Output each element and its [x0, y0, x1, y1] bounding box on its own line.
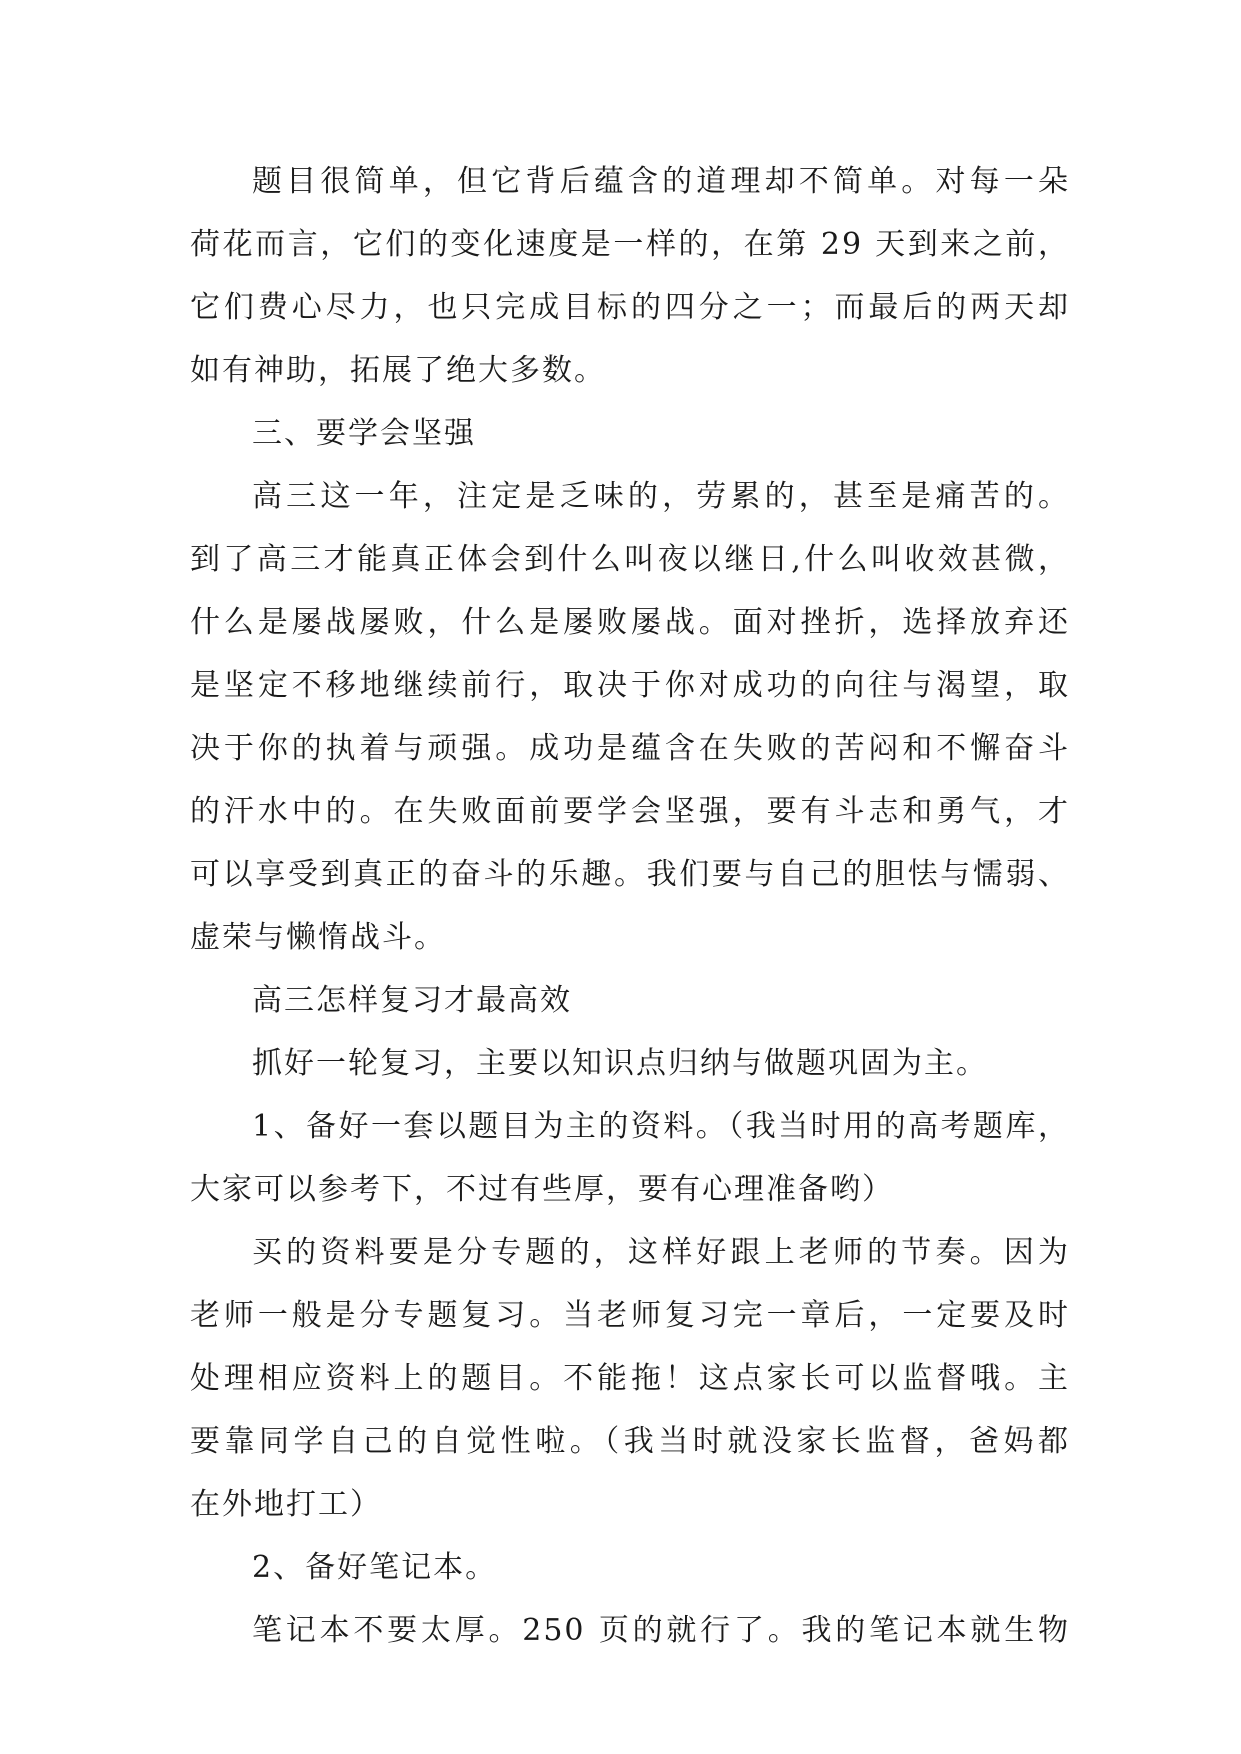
- text-line: 题目很简单，但它背后蕴含的道理却不简单。对每一朵: [252, 164, 1070, 199]
- heading-efficient-review: [190, 969, 1070, 1032]
- text-line: 它们费心尽力，也只完成目标的四分之一；而最后的两天却: [190, 290, 1070, 325]
- text-line: 抓好一轮复习，主要以知识点归纳与做题巩固为主。: [252, 1046, 988, 1081]
- text-line: 要靠同学自己的自觉性啦。（我当时就没家长监督，爸妈都: [190, 1424, 1070, 1459]
- text-line: 买的资料要是分专题的，这样好跟上老师的节奏。因为: [252, 1235, 1070, 1270]
- paragraph-first-round: [190, 1032, 1070, 1095]
- text-line: 什么是屡战屡败，什么是屡败屡战。面对挫折，选择放弃还: [190, 605, 1070, 640]
- text-line: 1、备好一套以题目为主的资料。（我当时用的高考题库，: [252, 1109, 1070, 1144]
- text-line: 老师一般是分专题复习。当老师复习完一章后，一定要及时: [190, 1298, 1070, 1333]
- text-line: 处理相应资料上的题目。不能拖！这点家长可以监督哦。主: [190, 1361, 1070, 1396]
- text-line: 三、要学会坚强: [252, 416, 476, 451]
- heading-be-strong: [190, 402, 1070, 465]
- text-line: 荷花而言，它们的变化速度是一样的，在第 29 天到来之前，: [190, 227, 1070, 262]
- paragraph-senior-year: [190, 465, 1070, 969]
- text-line: 2、备好笔记本。: [252, 1550, 498, 1585]
- paragraph-item-2: [190, 1536, 1070, 1599]
- text-line: 可以享受到真正的奋斗的乐趣。我们要与自己的胆怯与懦弱、: [190, 857, 1070, 892]
- text-line: 大家可以参考下，不过有些厚，要有心理准备哟）: [190, 1172, 894, 1207]
- paragraph-materials: [190, 1221, 1070, 1536]
- text-line: 高三怎样复习才最高效: [252, 983, 572, 1018]
- text-line: 如有神助，拓展了绝大多数。: [190, 353, 606, 388]
- text-line: 高三这一年，注定是乏味的，劳累的，甚至是痛苦的。: [252, 479, 1070, 514]
- text-line: 虚荣与懒惰战斗。: [190, 920, 446, 955]
- text-line: 是坚定不移地继续前行，取决于你对成功的向往与渴望，取: [190, 668, 1070, 703]
- text-line: 在外地打工）: [190, 1487, 382, 1522]
- text-line: 笔记本不要太厚。250 页的就行了。我的笔记本就生物: [252, 1613, 1070, 1648]
- paragraph-lotus-explanation: [190, 150, 1070, 402]
- text-line: 决于你的执着与顽强。成功是蕴含在失败的苦闷和不懈奋斗: [190, 731, 1070, 766]
- text-line: 到了高三才能真正体会到什么叫夜以继日,什么叫收效甚微，: [190, 542, 1070, 577]
- paragraph-notebook: [190, 1599, 1070, 1662]
- document-body: [190, 150, 1070, 1662]
- paragraph-item-1: [190, 1095, 1070, 1221]
- text-line: 的汗水中的。在失败面前要学会坚强，要有斗志和勇气，才: [190, 794, 1070, 829]
